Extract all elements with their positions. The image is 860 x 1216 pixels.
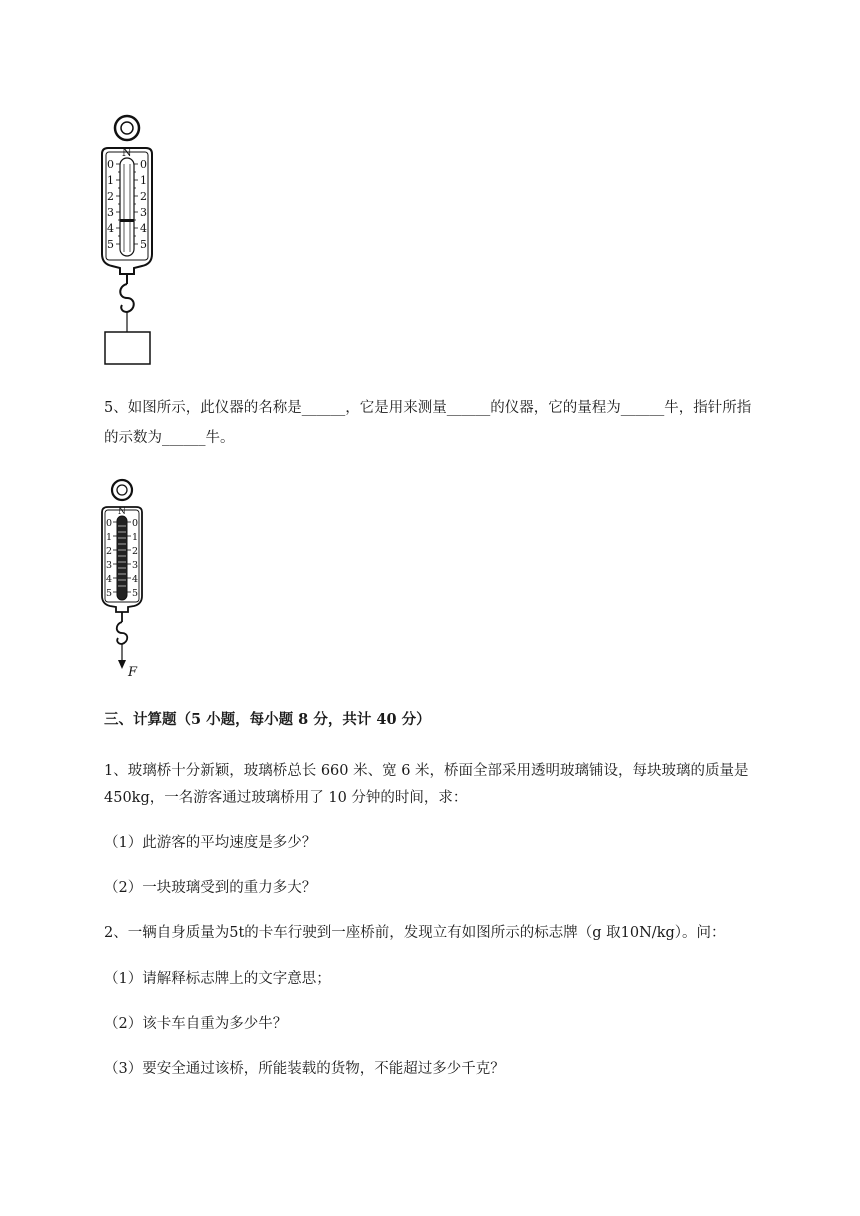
scale-label-right: 1 xyxy=(140,174,147,187)
calc-question-2-sub-3: （3）要安全通过该桥，所能装载的货物，不能超过多少千克？ xyxy=(104,1061,505,1077)
calc-question-2-sub-1: （1）请解释标志牌上的文字意思； xyxy=(104,971,331,987)
question-5-line-1: 5、如图所示，此仪器的名称是______，它是用来测量______的仪器，它的量程为______牛，指针所指 xyxy=(104,400,752,416)
calc-question-2-sub-2: （2）该卡车自重为多少牛？ xyxy=(104,1016,288,1032)
question-5-line-2: 的示数为______牛。 xyxy=(104,430,235,446)
scale-label-right: 0 xyxy=(132,518,139,529)
scale-label-right: 3 xyxy=(132,560,139,571)
scale-unit-label: N xyxy=(122,146,132,159)
calc-question-1-line-2: 450kg，一名游客通过玻璃桥用了 10 分钟的时间，求： xyxy=(104,790,468,806)
scale-label-left: 4 xyxy=(106,574,113,585)
scale-label-right: 2 xyxy=(140,190,147,203)
calc-question-1-line-1: 1、玻璃桥十分新颖，玻璃桥总长 660 米、宽 6 米，桥面全部采用透明玻璃铺设，每块玻璃的质量是 xyxy=(104,763,749,779)
section-3-heading: 三、计算题（5 小题，每小题 8 分，共计 40 分） xyxy=(104,711,431,728)
scale-label-right: 4 xyxy=(140,222,147,235)
scale-unit-label: N xyxy=(118,507,126,517)
scale-label-left: 5 xyxy=(107,238,114,251)
scale-label-right: 3 xyxy=(140,206,147,219)
scale-label-left: 3 xyxy=(107,206,114,219)
scale-label-left: 4 xyxy=(107,222,114,235)
spring-scale-figure-2 xyxy=(98,476,158,680)
scale-label-left: 0 xyxy=(106,518,113,529)
scale-label-left: 1 xyxy=(106,532,113,543)
scale-label-right: 2 xyxy=(132,546,139,557)
scale-label-left: 5 xyxy=(106,588,113,599)
calc-question-1-sub-1: （1）此游客的平均速度是多少？ xyxy=(104,835,317,851)
scale-label-left: 3 xyxy=(106,560,113,571)
scale-label-right: 4 xyxy=(132,574,139,585)
calc-question-2-line-1: 2、一辆自身质量为5t的卡车行驶到一座桥前，发现立有如图所示的标志牌（g 取10N/kg）。问： xyxy=(104,925,726,941)
scale-label-right: 1 xyxy=(132,532,139,543)
calc-question-1-sub-2: （2）一块玻璃受到的重力多大？ xyxy=(104,880,317,896)
weight-block xyxy=(105,332,150,364)
scale-label-right: 5 xyxy=(140,238,147,251)
scale-label-right: 0 xyxy=(140,158,147,171)
scale-label-left: 0 xyxy=(107,158,114,171)
spring-scale-figure-1 xyxy=(96,112,166,368)
force-label: F xyxy=(128,665,138,680)
scale-label-left: 2 xyxy=(107,190,114,203)
scale-label-left: 2 xyxy=(106,546,113,557)
scale-label-left: 1 xyxy=(107,174,114,187)
scale-label-right: 5 xyxy=(132,588,139,599)
